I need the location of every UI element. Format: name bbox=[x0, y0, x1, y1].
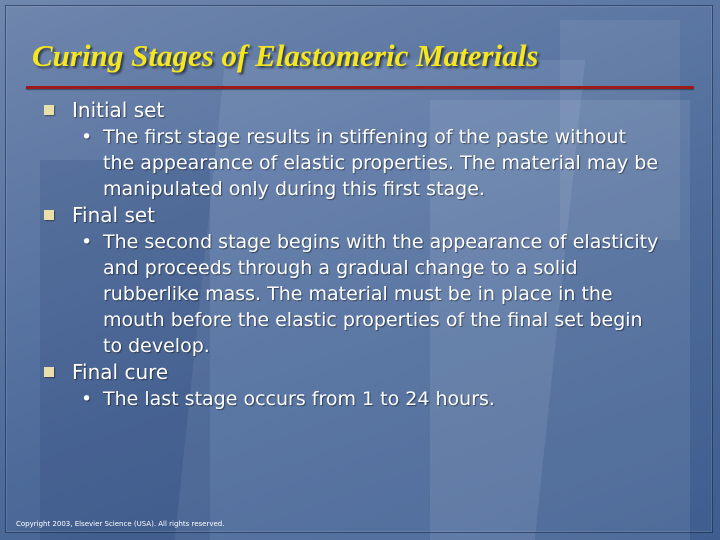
copyright-footer: Copyright 2003, Elsevier Science (USA). All rights reserved. bbox=[16, 520, 225, 528]
bullet-heading: Final set bbox=[72, 203, 156, 227]
title-underline bbox=[26, 86, 694, 89]
dot-bullet-icon: • bbox=[81, 231, 93, 253]
bullet-final-cure bbox=[0, 359, 720, 386]
sub-bullet-text: The second stage begins with the appearance of elasticity and proceeds through a gradual change to a solid rubberlike mass. The material must be in place in the mouth before the elastic properties of the final set begin to develop. bbox=[103, 231, 659, 357]
bullet-heading: Initial set bbox=[72, 98, 165, 122]
bullet-list bbox=[0, 97, 720, 412]
bullet-initial-set bbox=[0, 97, 720, 124]
sub-bullet-text: The first stage results in stiffening of the paste without the appearance of elastic properties. The material may be manipulated only during this first stage. bbox=[103, 126, 659, 200]
square-bullet-icon bbox=[44, 210, 54, 220]
sub-bullet-text: The last stage occurs from 1 to 24 hours. bbox=[103, 388, 495, 410]
slide-title: Curing Stages of Elastomeric Materials bbox=[32, 38, 539, 73]
bullet-heading: Final cure bbox=[72, 360, 169, 384]
dot-bullet-icon: • bbox=[81, 126, 93, 148]
sub-bullet-final-set bbox=[0, 229, 720, 359]
bullet-final-set bbox=[0, 202, 720, 229]
square-bullet-icon bbox=[44, 105, 54, 115]
sub-bullet-final-cure bbox=[0, 386, 720, 412]
dot-bullet-icon: • bbox=[81, 388, 93, 410]
sub-bullet-initial-set bbox=[0, 124, 720, 202]
square-bullet-icon bbox=[44, 367, 54, 377]
